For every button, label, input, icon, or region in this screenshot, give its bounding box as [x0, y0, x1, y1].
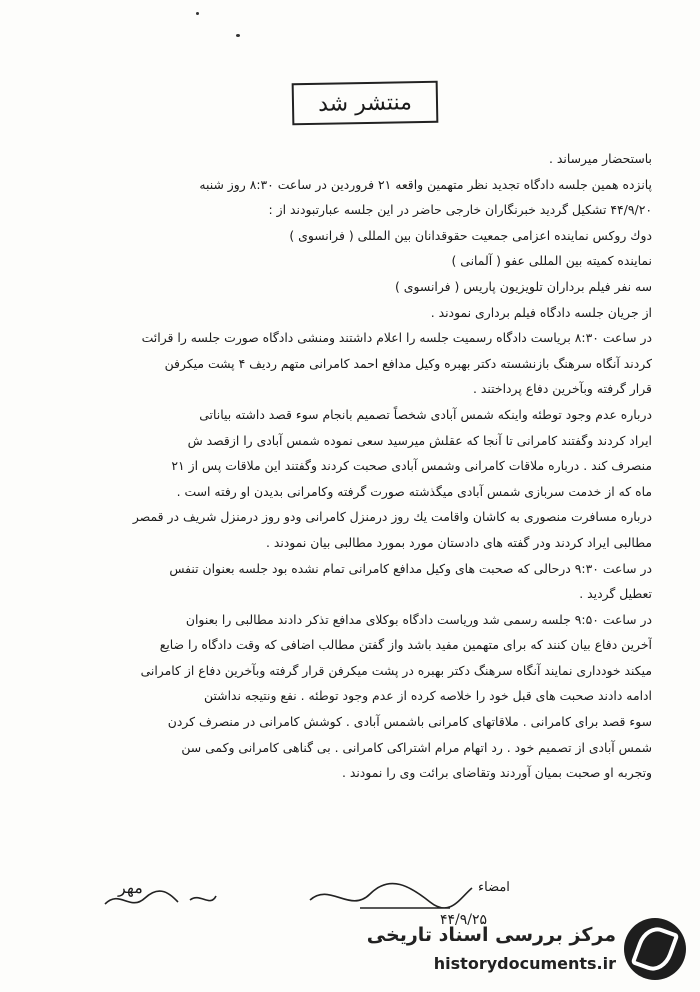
text-line: سوء قصد برای کامرانی . ملاقاتهای کامرانی باشمس آبادی . کوشش کامرانی در منصرف کردن	[167, 714, 652, 730]
text-line: شمس آبادی از تصمیم خود . رد اتهام مرام اشتراکی کامرانی . بی گناهی کامرانی وکمی سن	[181, 739, 652, 755]
text-line: در ساعت ۸:۳۰ بریاست دادگاه رسمیت جلسه را اعلام داشتند ومنشی دادگاه صورت جلسه را قرائت	[141, 330, 652, 346]
published-stamp	[292, 81, 439, 126]
text-line: ایراد کردند وگفتند کامرانی تا آنجا که عقلش میرسید سعی نموده شمس آبادی را ازقصد ش	[187, 432, 652, 448]
archive-watermark	[366, 918, 686, 988]
text-line: دوك روكس نماینده اعزامی جمعیت حقوقدانان بین المللی ( فرانسوی )	[289, 227, 652, 243]
text-line: آخرین دفاع بیان کنند که برای متهمین مفید باشد واز گفتن مطالب اضافی که وقت دادگاه را ضایع	[159, 637, 652, 653]
text-line: درباره عدم وجود توطئه واینکه شمس آبادی شخصاً تصمیم بانجام سوء قصد داشته بیاناتی	[199, 406, 652, 422]
text-line: از جریان جلسه دادگاه فیلم برداری نمودند .	[430, 304, 652, 320]
text-line: ادامه دادند صحبت های قبل خود را خلاصه کرده از عدم وجود توطئه . نفع ونتیجه نداشتن	[204, 688, 652, 704]
text-line: در ساعت ۹:۳۰ درحالی که صحبت های وکیل مدافع کامرانی تمام نشده بود جلسه بعنوان تنفس	[169, 560, 652, 576]
signature-label	[478, 880, 510, 895]
text-line: پانزده همین جلسه دادگاه تجدید نظر متهمین واقعه ۲۱ فروردین در ساعت ۸:۳۰ روز شنبه	[199, 176, 652, 192]
scan-speck	[236, 34, 240, 37]
stamp-text: منتشر شد	[317, 89, 413, 117]
text-line: ماه که از خدمت سربازی شمس آبادی میگذشته صورت گرفته وکامرانی بدیدن او رفته است .	[176, 483, 652, 499]
text-line: مطالبی ایراد کردند ودر گفته های دادستان مورد بمورد مطالبی بیان نمودند .	[265, 534, 652, 550]
text-line: باستحضار میرساند .	[549, 151, 652, 166]
text-line: در ساعت ۹:۵۰ جلسه رسمی شد وریاست دادگاه بوکلای مدافع تذکر دادند مطالبی را بعنوان	[185, 611, 652, 627]
scan-speck	[196, 12, 199, 15]
text-line: منصرف کند . درباره ملاقات کامرانی وشمس آبادی صحبت کردند وگفتند این ملاقات پس از ۲۱	[171, 458, 652, 474]
text-line: تعطیل گردید .	[579, 586, 652, 602]
text-line: درباره مسافرت منصوری به کاشان واقامت یك روز درمنزل کامرانی ودو روز درمنزل شریف در قمصر	[132, 509, 652, 525]
archive-logo-icon	[624, 918, 686, 980]
text-line: کردند آنگاه سرهنگ بازنشسته دکتر بهبره وکیل مدافع احمد کامرانی متهم ردیف ۴ پشت میکرفن	[164, 355, 652, 371]
signature-date-text: ۴۴/۹/۲۵	[440, 912, 488, 928]
text-line: وتجربه او صحبت بمیان آوردند وتقاضای برائت وی را نمودند .	[341, 765, 652, 781]
text-line: قرار گرفته وبآخرین دفاع پرداختند .	[473, 381, 652, 397]
archive-name: مرکز بررسی اسناد تاریخی	[366, 924, 616, 946]
archive-url: historydocuments.ir	[433, 954, 616, 973]
signature-label-text: امضاء	[478, 880, 510, 895]
left-mark-text: مهر	[118, 878, 143, 897]
text-line: نماینده کمیته بین المللی عفو ( آلمانی )	[451, 253, 652, 269]
text-line: سه نفر فیلم برداران تلویزیون پاریس ( فرانسوی )	[395, 278, 652, 294]
report-body	[48, 146, 652, 786]
text-line: میکند خودداری نمایند آنگاه سرهنگ دکتر بهبره در پشت میکرفن قرار گرفته وبآخرین دفاع از کامرانی	[140, 662, 652, 678]
handwritten-scribble-left	[100, 884, 220, 914]
text-line: ۴۴/۹/۲۰ تشکیل گردید خبرنگاران خارجی حاضر در این جلسه عبارتبودند از :	[268, 202, 652, 218]
